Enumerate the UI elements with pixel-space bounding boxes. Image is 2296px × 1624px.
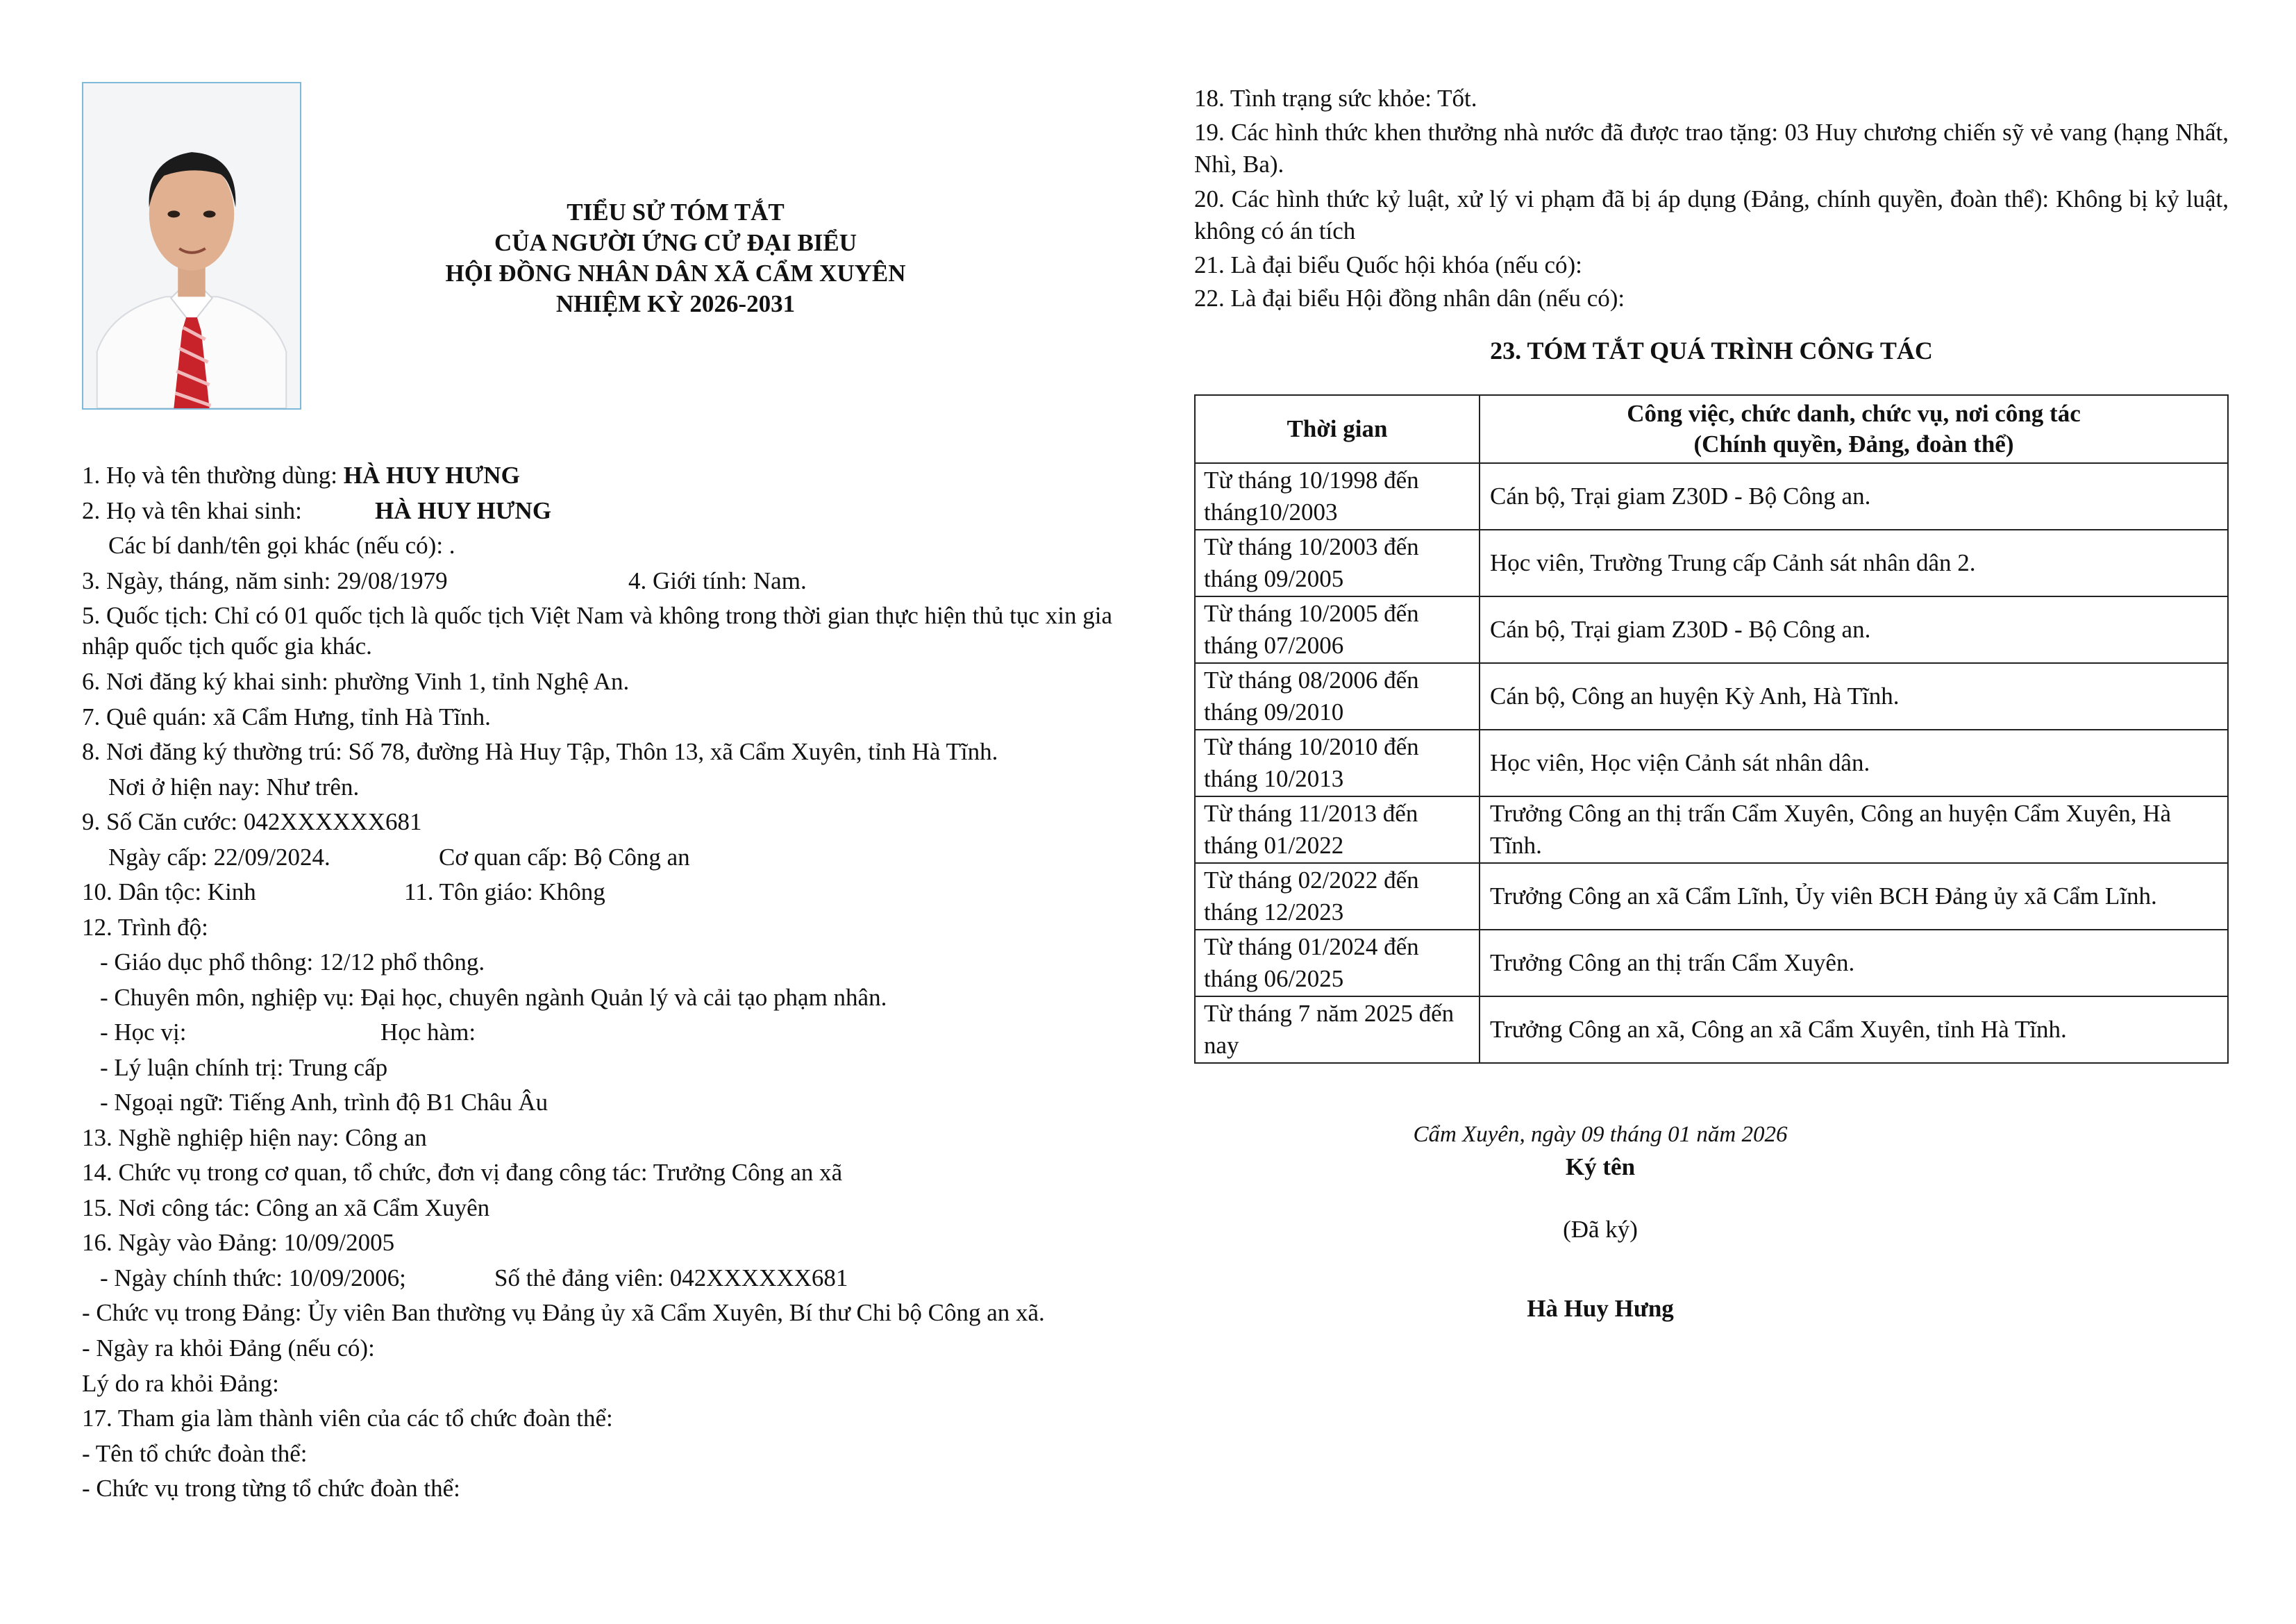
field-permanent-residence: 8. Nơi đăng ký thường trú: Số 78, đường Hà Huy Tập, Thôn 13, xã Cẩm Xuyên, tỉnh Hà Tĩnh.	[82, 738, 998, 765]
left-page	[82, 0, 1112, 1624]
field-discipline: 20. Các hình thức kỷ luật, xử lý vi phạm đã bị áp dụng (Đảng, chính quyền, đoàn thể): Không bị kỷ luật, không có án tích	[1194, 185, 2229, 244]
row-time: Từ tháng 02/2022 đến tháng 12/2023	[1195, 863, 1480, 930]
field-political-theory: - Lý luận chính trị: Trung cấp	[100, 1053, 388, 1081]
sign-label: Ký tên	[1565, 1153, 1636, 1180]
field-health: 18. Tình trạng sức khỏe: Tốt.	[1194, 85, 1477, 112]
row-job: Cán bộ, Trại giam Z30D - Bộ Công an.	[1480, 596, 2228, 663]
field-workplace: 15. Nơi công tác: Công an xã Cẩm Xuyên	[82, 1194, 490, 1221]
portrait-icon	[83, 83, 300, 408]
row-time: Từ tháng 10/2005 đến tháng 07/2006	[1195, 596, 1480, 663]
row-time: Từ tháng 01/2024 đến tháng 06/2025	[1195, 930, 1480, 996]
personal-info-fields	[82, 458, 1112, 1507]
field-general-education: - Giáo dục phổ thông: 12/12 phổ thông.	[100, 948, 485, 976]
field-birth-name: 2. Họ và tên khai sinh: HÀ HUY HƯNG	[82, 496, 552, 524]
place-date: Cẩm Xuyên, ngày 09 tháng 01 năm 2026	[1413, 1122, 1788, 1147]
title-line-2: CỦA NGƯỜI ỨNG CỬ ĐẠI BIỂU	[494, 229, 857, 256]
row-job: Học viên, Trường Trung cấp Cảnh sát nhân dân 2.	[1480, 530, 2228, 596]
row-job: Trưởng Công an thị trấn Cẩm Xuyên.	[1480, 930, 2228, 996]
field-party-official	[82, 1261, 1112, 1296]
field-awards: 19. Các hình thức khen thưởng nhà nước đã được trao tặng: 03 Huy chương chiến sỹ vẻ vang (hạng Nhất, Nhì, Ba).	[1194, 119, 2229, 178]
document-title	[318, 197, 1033, 319]
field-nationality: 5. Quốc tịch: Chỉ có 01 quốc tịch là quốc tịch Việt Nam và không trong thời gian thực hiện thủ tục xin gia nhập quốc tịch quốc gia khác.	[82, 602, 1112, 660]
field-common-name: 1. Họ và tên thường dùng: HÀ HUY HƯNG	[82, 462, 520, 489]
column-header-job: Công việc, chức danh, chức vụ, nơi công tác (Chính quyền, Đảng, đoàn thể)	[1480, 395, 2228, 463]
field-ethnicity: 10. Dân tộc: Kinh	[82, 878, 256, 905]
row-time: Từ tháng 10/2003 đến tháng 09/2005	[1195, 530, 1480, 596]
signature-block	[1194, 1119, 2006, 1326]
field-organization-position: - Chức vụ trong từng tổ chức đoàn thể:	[82, 1475, 460, 1502]
field-foreign-language: - Ngoại ngữ: Tiếng Anh, trình độ B1 Châu Âu	[100, 1089, 548, 1116]
field-degree: - Học vị:	[100, 1019, 187, 1046]
field-birth-registration: 6. Nơi đăng ký khai sinh: phường Vinh 1, tỉnh Nghệ An.	[82, 668, 630, 695]
row-time: Từ tháng 08/2006 đến tháng 09/2010	[1195, 663, 1480, 730]
title-line-4: NHIỆM KỲ 2026-2031	[555, 290, 796, 317]
title-line-3: HỘI ĐỒNG NHÂN DÂN XÃ CẨM XUYÊN	[445, 260, 906, 287]
row-job: Trưởng Công an xã Cẩm Lĩnh, Ủy viên BCH Đảng ủy xã Cẩm Lĩnh.	[1480, 863, 2228, 930]
field-party-position: - Chức vụ trong Đảng: Ủy viên Ban thường vụ Đảng ủy xã Cẩm Xuyên, Bí thư Chi bộ Công an xã.	[82, 1299, 1045, 1326]
field-hometown: 7. Quê quán: xã Cẩm Hưng, tỉnh Hà Tĩnh.	[82, 703, 491, 730]
table-header-row	[1195, 395, 2228, 463]
field-alias: Các bí danh/tên gọi khác (nếu có): .	[108, 532, 455, 559]
field-current-residence: Nơi ở hiện nay: Như trên.	[108, 773, 360, 801]
birth-name-value: HÀ HUY HƯNG	[375, 496, 552, 524]
field-ethnicity-religion	[82, 875, 1112, 910]
signed-note: (Đã ký)	[1563, 1216, 1638, 1243]
row-time: Từ tháng 10/2010 đến tháng 10/2013	[1195, 730, 1480, 796]
table-row	[1195, 796, 2228, 863]
row-job: Cán bộ, Trại giam Z30D - Bộ Công an.	[1480, 463, 2228, 530]
signer-name: Hà Huy Hưng	[1527, 1295, 1674, 1322]
table-row	[1195, 530, 2228, 596]
table-row	[1195, 730, 2228, 796]
column-header-time: Thời gian	[1195, 395, 1480, 463]
work-history-title: 23. TÓM TẮT QUÁ TRÌNH CÔNG TÁC	[1490, 337, 1933, 365]
id-issue-agency: Cơ quan cấp: Bộ Công an	[439, 843, 690, 871]
field-organizations: 17. Tham gia làm thành viên của các tổ chức đoàn thể:	[82, 1405, 613, 1432]
field-gender: 4. Giới tính: Nam.	[628, 567, 807, 594]
title-line-1: TIỂU SỬ TÓM TẮT	[567, 199, 785, 226]
table-row	[1195, 463, 2228, 530]
row-job: Trưởng Công an xã, Công an xã Cẩm Xuyên, tỉnh Hà Tĩnh.	[1480, 996, 2228, 1063]
table-row	[1195, 596, 2228, 663]
row-job: Cán bộ, Công an huyện Kỳ Anh, Hà Tĩnh.	[1480, 663, 2228, 730]
field-organization-name: - Tên tổ chức đoàn thể:	[82, 1439, 308, 1467]
field-id-issue	[82, 840, 1112, 876]
field-id-number: 9. Số Căn cước: 042XXXXXX681	[82, 808, 422, 835]
field-position: 14. Chức vụ trong cơ quan, tổ chức, đơn vị đang công tác: Trưởng Công an xã	[82, 1159, 843, 1186]
field-degree-title	[82, 1015, 1112, 1050]
field-religion: 11. Tôn giáo: Không	[404, 878, 605, 905]
row-time: Từ tháng 11/2013 đến tháng 01/2022	[1195, 796, 1480, 863]
party-card-number: Số thẻ đảng viên: 042XXXXXX681	[494, 1264, 848, 1291]
field-peoples-council: 22. Là đại biểu Hội đồng nhân dân (nếu có):	[1194, 285, 1625, 312]
field-academic-title: Học hàm:	[380, 1019, 476, 1046]
table-row	[1195, 663, 2228, 730]
common-name-value: HÀ HUY HƯNG	[343, 462, 520, 489]
portrait-photo	[82, 82, 301, 410]
field-specialization: - Chuyên môn, nghiệp vụ: Đại học, chuyên ngành Quản lý và cải tạo phạm nhân.	[100, 983, 887, 1011]
field-party-join-date: 16. Ngày vào Đảng: 10/09/2005	[82, 1229, 395, 1256]
work-history-table	[1194, 394, 2229, 1064]
field-occupation: 13. Nghề nghiệp hiện nay: Công an	[82, 1123, 427, 1151]
id-issue-date: Ngày cấp: 22/09/2024.	[108, 843, 330, 871]
additional-info-fields	[1194, 82, 2229, 315]
field-birthdate: 3. Ngày, tháng, năm sinh: 29/08/1979	[82, 567, 448, 594]
row-job: Học viên, Học viện Cảnh sát nhân dân.	[1480, 730, 2228, 796]
field-qualifications: 12. Trình độ:	[82, 913, 208, 941]
table-row	[1195, 930, 2228, 996]
field-party-leave-date: - Ngày ra khỏi Đảng (nếu có):	[82, 1334, 375, 1362]
right-page	[1194, 0, 2229, 1624]
field-birth-gender	[82, 564, 1112, 599]
field-party-leave-reason: Lý do ra khỏi Đảng:	[82, 1369, 279, 1397]
row-time: Từ tháng 10/1998 đến tháng10/2003	[1195, 463, 1480, 530]
row-job: Trưởng Công an thị trấn Cẩm Xuyên, Công an huyện Cẩm Xuyên, Hà Tĩnh.	[1480, 796, 2228, 863]
row-time: Từ tháng 7 năm 2025 đến nay	[1195, 996, 1480, 1063]
table-row	[1195, 863, 2228, 930]
table-row	[1195, 996, 2228, 1063]
party-official-date: - Ngày chính thức: 10/09/2006;	[100, 1264, 406, 1291]
field-national-assembly: 21. Là đại biểu Quốc hội khóa (nếu có):	[1194, 251, 1582, 278]
